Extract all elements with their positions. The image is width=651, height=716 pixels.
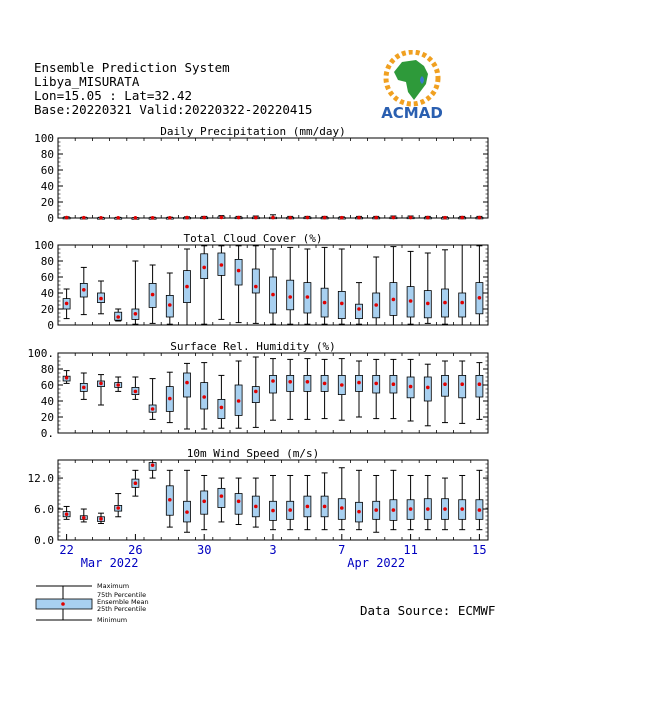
mean-marker — [185, 216, 189, 220]
mean-marker — [237, 216, 241, 220]
mean-marker — [409, 216, 413, 220]
legend-graphic — [36, 586, 92, 620]
legend-maximum-label: Maximum — [97, 582, 130, 590]
box — [252, 269, 259, 293]
mean-marker — [409, 507, 413, 511]
panel-2 — [28, 340, 489, 440]
box — [459, 293, 466, 317]
mean-marker — [65, 376, 69, 380]
mean-marker — [220, 406, 224, 410]
x-tick-label: 22 — [59, 543, 74, 557]
mean-marker — [478, 296, 482, 300]
mean-marker — [151, 463, 155, 467]
legend-mean-label: Ensemble Mean — [97, 598, 149, 606]
mean-marker — [202, 266, 206, 270]
y-tick-label: 6.0 — [34, 503, 54, 517]
mean-marker — [237, 269, 241, 273]
mean-marker — [99, 216, 103, 220]
box — [476, 375, 483, 397]
mean-marker — [357, 381, 361, 385]
mean-marker — [134, 390, 138, 394]
y-tick-label: 0 — [47, 212, 54, 225]
mean-marker — [374, 216, 378, 220]
legend-minimum-label: Minimum — [97, 616, 128, 624]
header-coordinates: Lon=15.05 : Lat=32.42 — [34, 88, 193, 103]
y-tick-label: 20 — [40, 411, 54, 424]
mean-marker — [202, 499, 206, 503]
mean-marker — [220, 494, 224, 498]
mean-marker — [478, 216, 482, 220]
mean-marker — [99, 517, 103, 521]
mean-marker — [443, 382, 447, 386]
mean-marker — [254, 390, 258, 394]
panel-title: Surface Rel. Humidity (%) — [170, 340, 336, 353]
header-title: Ensemble Prediction System — [34, 60, 230, 75]
mean-marker — [460, 216, 464, 220]
mean-marker — [340, 506, 344, 510]
x-tick-label: 26 — [128, 543, 143, 557]
mean-marker — [254, 285, 258, 289]
x-tick-label: 11 — [403, 543, 418, 557]
mean-marker — [254, 216, 258, 220]
legend-p25-label: 25th Percentile — [97, 605, 147, 613]
box — [252, 387, 259, 403]
y-tick-label: 40 — [40, 287, 54, 300]
mean-marker — [168, 216, 172, 220]
mean-marker — [340, 216, 344, 220]
box — [287, 280, 294, 310]
mean-marker — [65, 216, 69, 220]
mean-marker — [478, 508, 482, 512]
mean-marker — [460, 382, 464, 386]
mean-marker — [168, 397, 172, 401]
mean-marker — [202, 395, 206, 399]
mean-marker — [374, 382, 378, 386]
mean-marker — [185, 381, 189, 385]
mean-marker — [288, 380, 292, 384]
mean-marker — [271, 379, 275, 383]
x-month-label: Apr 2022 — [347, 556, 406, 570]
mean-marker — [426, 507, 430, 511]
mean-marker — [271, 216, 275, 220]
y-tick-label: 20 — [40, 303, 54, 316]
mean-marker — [220, 216, 224, 220]
mean-marker — [134, 312, 138, 316]
panel-frame — [58, 138, 488, 218]
y-tick-label: 60 — [40, 379, 54, 392]
y-tick-label: 100 — [34, 132, 54, 145]
mean-marker — [306, 380, 310, 384]
mean-marker — [357, 510, 361, 514]
mean-marker — [443, 216, 447, 220]
y-tick-label: 60 — [40, 271, 54, 284]
mean-marker — [478, 382, 482, 386]
mean-marker — [323, 505, 327, 509]
y-tick-label: 12.0 — [27, 472, 54, 486]
mean-marker — [340, 383, 344, 387]
box — [270, 375, 277, 393]
mean-marker — [116, 383, 120, 387]
mean-marker — [82, 288, 86, 292]
y-tick-label: 80 — [40, 363, 54, 376]
mean-marker — [237, 399, 241, 403]
mean-marker — [116, 506, 120, 510]
y-tick-label: 0. — [40, 427, 54, 440]
box — [218, 488, 225, 507]
mean-marker — [357, 307, 361, 311]
box — [459, 375, 466, 397]
mean-marker — [288, 295, 292, 299]
y-tick-label: 80 — [40, 255, 54, 268]
mean-marker — [426, 302, 430, 306]
mean-marker — [237, 499, 241, 503]
legend-mean-marker — [61, 602, 65, 606]
header-base-valid: Base:20220321 Valid:20220322-20220415 — [34, 102, 313, 117]
mean-marker — [374, 508, 378, 512]
mean-marker — [323, 216, 327, 220]
mean-marker — [392, 216, 396, 220]
mean-marker — [409, 299, 413, 303]
y-tick-label: 80 — [40, 148, 54, 161]
mean-marker — [151, 216, 155, 220]
mean-marker — [460, 507, 464, 511]
mean-marker — [99, 382, 103, 386]
mean-marker — [185, 285, 189, 289]
mean-marker — [99, 297, 103, 301]
mean-marker — [151, 407, 155, 411]
mean-marker — [426, 386, 430, 390]
panel-title: Total Cloud Cover (%) — [183, 232, 323, 245]
y-tick-label: 40 — [40, 395, 54, 408]
mean-marker — [443, 507, 447, 511]
mean-marker — [426, 216, 430, 220]
y-tick-label: 40 — [40, 180, 54, 193]
data-source: Data Source: ECMWF — [360, 603, 496, 618]
mean-marker — [65, 512, 69, 516]
mean-marker — [220, 263, 224, 267]
y-tick-label: 100 — [34, 239, 54, 252]
panel-title: Daily Precipitation (mm/day) — [160, 125, 346, 138]
mean-marker — [323, 301, 327, 305]
x-tick-label: 7 — [338, 543, 346, 557]
mean-marker — [460, 301, 464, 305]
mean-marker — [392, 298, 396, 302]
legend-p75-label: 75th Percentile — [97, 591, 147, 599]
mean-marker — [134, 481, 138, 485]
y-tick-label: 60 — [40, 164, 54, 177]
mean-marker — [288, 216, 292, 220]
panel-1 — [34, 232, 488, 332]
mean-marker — [168, 498, 172, 502]
x-month-label: Mar 2022 — [80, 556, 139, 570]
header-location: Libya_MISURATA — [34, 74, 140, 89]
panel-3 — [28, 447, 489, 547]
y-tick-label: 0.0 — [34, 534, 54, 547]
x-tick-label: 3 — [269, 543, 277, 557]
mean-marker — [288, 508, 292, 512]
mean-marker — [306, 505, 310, 509]
mean-marker — [134, 216, 138, 220]
mean-marker — [340, 302, 344, 306]
panel-0 — [34, 125, 488, 225]
x-tick-label: 15 — [472, 543, 487, 557]
mean-marker — [443, 301, 447, 305]
mean-marker — [116, 216, 120, 220]
mean-marker — [116, 315, 120, 319]
mean-marker — [392, 382, 396, 386]
box — [356, 304, 363, 318]
y-tick-label: 0 — [47, 319, 54, 332]
x-tick-label: 30 — [196, 543, 212, 557]
mean-marker — [151, 293, 155, 297]
mean-marker — [409, 385, 413, 389]
mean-marker — [323, 382, 327, 386]
mean-marker — [306, 295, 310, 299]
mean-marker — [374, 303, 378, 307]
mean-marker — [392, 508, 396, 512]
mean-marker — [271, 293, 275, 297]
y-tick-label: 100. — [27, 347, 54, 360]
mean-marker — [82, 386, 86, 390]
mean-marker — [168, 303, 172, 307]
mean-marker — [306, 216, 310, 220]
mean-marker — [357, 216, 361, 220]
box — [235, 494, 242, 515]
mean-marker — [254, 505, 258, 509]
y-tick-label: 20 — [40, 196, 54, 209]
mean-marker — [65, 302, 69, 306]
mean-marker — [185, 510, 189, 514]
mean-marker — [82, 216, 86, 220]
mean-marker — [202, 216, 206, 220]
mean-marker — [271, 509, 275, 513]
mean-marker — [82, 516, 86, 520]
acmad-logo-text: ACMAD — [381, 104, 443, 122]
panel-title: 10m Wind Speed (m/s) — [186, 447, 320, 460]
box — [184, 373, 191, 397]
